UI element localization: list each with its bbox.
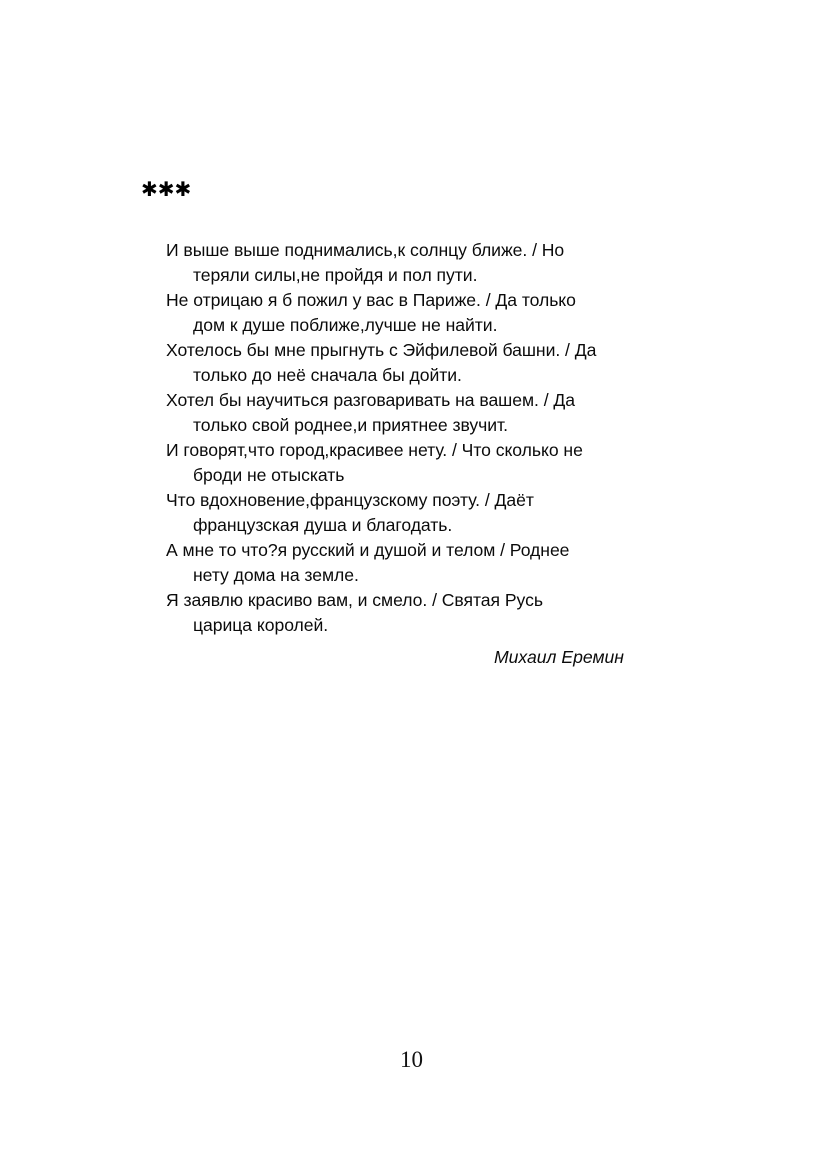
poem-line: броди не отыскать xyxy=(193,465,345,485)
poem-line: Не отрицаю я б пожил у вас в Париже. / Да только xyxy=(166,290,576,310)
poem-line: царица королей. xyxy=(193,615,329,635)
poem-body xyxy=(166,238,636,638)
poem-line: И говорят,что город,красивее нету. / Что сколько не xyxy=(166,440,583,460)
poem-line: теряли силы,не пройдя и пол пути. xyxy=(193,265,478,285)
author-signature: Михаил Еремин xyxy=(493,647,624,667)
page-number: 10 xyxy=(400,1047,423,1072)
poem-line: только свой роднее,и приятнее звучит. xyxy=(193,415,508,435)
poem-line: дом к душе поближе,лучше не найти. xyxy=(193,315,498,335)
poem-line: А мне то что?я русский и душой и телом / Роднее xyxy=(166,540,570,560)
poem-line: Что вдохновение,французскому поэту. / Даёт xyxy=(166,490,534,510)
poem-line: Я заявлю красиво вам, и смело. / Святая Русь xyxy=(166,590,543,610)
poem-line: французская душа и благодать. xyxy=(193,515,453,535)
poem-line: Хотелось бы мне прыгнуть с Эйфилевой башни. / Да xyxy=(166,340,597,360)
poem-line: Хотел бы научиться разговаривать на вашем. / Да xyxy=(166,390,575,410)
stanza-separator-asterisks: ✱✱✱ xyxy=(141,177,192,201)
poem-line: только до неё сначала бы дойти. xyxy=(193,365,462,385)
poem-line: нету дома на земле. xyxy=(193,565,359,585)
poem-line: И выше выше поднимались,к солнцу ближе. / Но xyxy=(166,240,565,260)
